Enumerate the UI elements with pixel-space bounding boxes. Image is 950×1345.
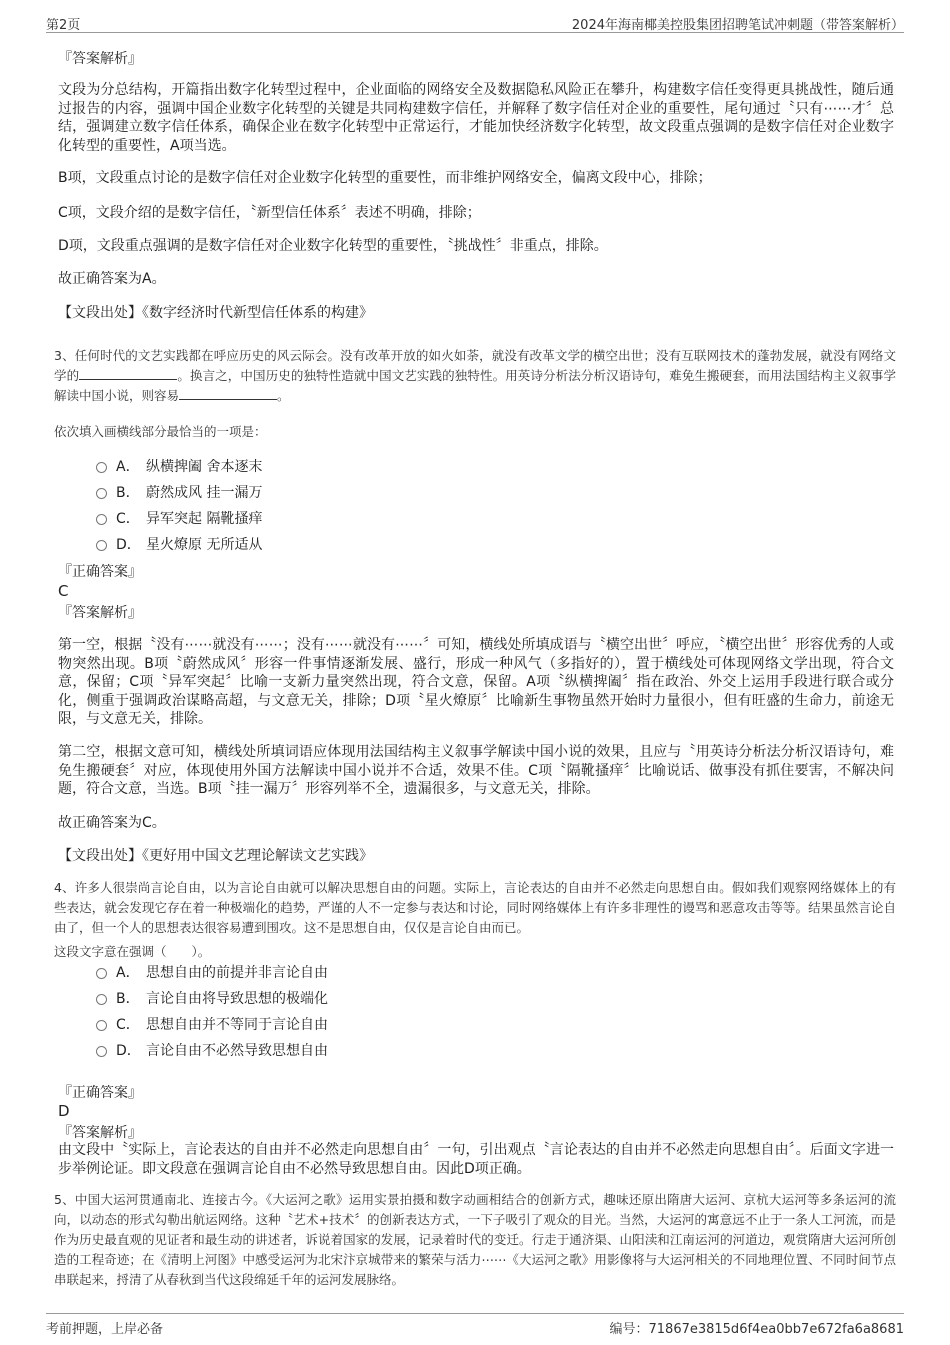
q2-option-c-analysis: C项，文段介绍的是数字信任，〝新型信任体系〞表述不明确，排除；: [58, 205, 481, 221]
q4-prompt: 这段文字意在强调（ ）。: [54, 944, 211, 959]
q3-option-d[interactable]: D． 星火燎原 无所适从: [96, 536, 262, 554]
page-header: [46, 12, 904, 33]
radio-icon[interactable]: [96, 1020, 107, 1031]
q4-analysis-label: 『答案解析』: [58, 1125, 142, 1141]
q4-option-a[interactable]: A． 思想自由的前提并非言论自由: [96, 964, 328, 982]
q4-answer: D: [58, 1102, 70, 1120]
q4-option-d[interactable]: D． 言论自由不必然导致思想自由: [96, 1042, 328, 1060]
q3-option-c[interactable]: C． 异军突起 隔靴搔痒: [96, 510, 262, 528]
q3-option-b[interactable]: B． 蔚然成风 挂一漏万: [96, 484, 262, 502]
q4-option-b[interactable]: B． 言论自由将导致思想的极端化: [96, 990, 328, 1008]
radio-icon[interactable]: [96, 488, 107, 499]
q3-answer-label: 『正确答案』: [58, 564, 142, 580]
radio-icon[interactable]: [96, 540, 107, 551]
q5-stem: 5、中国大运河贯通南北、连接古今。《大运河之歌》运用实景拍摄和数字动画相结合的创新方式，趣味还原出隋唐大运河、京杭大运河等多条运河的流向，以动态的形式勾勒出航运网络。这种〝艺术+技术〞的创新表达方式，一下子吸引了观众的目光。当然，大运河的寓意远不止于一条人工河流，而是作为历史最直观的见证者和最生动的讲述者，诉说着国家的发展，记录着时代的变迁。行走于通济渠、山阳渎和江南运河的河道边，观赏隋唐大运河所创造的工程奇迹；在《清明上河图》中感受运河为北宋汴京城带来的繁荣与活力⋯⋯《大运河之歌》用影像将与大运河相关的不同地理位置、不同时间节点串联起来，捋清了从春秋到当代这段绵延千年的运河发展脉络。: [54, 1192, 896, 1287]
q4-analysis: 由文段中〝实际上，言论表达的自由并不必然走向思想自由〞一句，引出观点〝言论表达的自由并不必然走向思想自由〞。后面文字进一步举例论证。即文段意在强调言论自由不必然导致思想自由。因此D项正确。: [58, 1142, 894, 1177]
q2-conclusion: 故正确答案为A。: [58, 271, 166, 287]
document-serial: 编号：71867e3815d6f4ea0bb7e672fa6a8681: [609, 1322, 904, 1337]
q3-option-a[interactable]: A． 纵横捭阖 舍本逐末: [96, 458, 262, 476]
q2-source: 【文段出处】《数字经济时代新型信任体系的构建》: [58, 305, 373, 321]
q2-analysis-label: 『答案解析』: [58, 51, 142, 67]
page-number: 第2页: [46, 18, 81, 33]
document-title: 2024年海南椰美控股集团招聘笔试冲刺题（带答案解析）: [571, 18, 904, 33]
q3-answer: C: [58, 582, 69, 600]
q3-analysis-second-blank: 第二空，根据文意可知，横线处所填词语应体现用法国结构主义叙事学解读中国小说的效果，且应与〝用英诗分析法分析汉语诗句，难免生搬硬套〞对应，体现使用外国方法解读中国小说并不合适，效果不佳。C项〝隔靴搔痒〞比喻说话、做事没有抓住要害，不解决问题，符合文意，当选。B项〝挂一漏万〞形容列举不全，遗漏很多，与文意无关，排除。: [58, 744, 894, 797]
q4-option-c[interactable]: C． 思想自由并不等同于言论自由: [96, 1016, 328, 1034]
q4-answer-label: 『正确答案』: [58, 1085, 142, 1101]
radio-icon[interactable]: [96, 1046, 107, 1057]
q3-conclusion: 故正确答案为C。: [58, 815, 166, 831]
radio-icon[interactable]: [96, 514, 107, 525]
q2-analysis-paragraph: 文段为分总结构，开篇指出数字化转型过程中，企业面临的网络安全及数据隐私风险正在攀升，构建数字信任变得更具挑战性，随后通过报告的内容，强调中国企业数字化转型的关键是共同构建数字信任，并解释了数字信任对企业的重要性，尾句通过〝只有⋯⋯才〞总结，强调建立数字信任体系，确保企业在数字化转型中正常运行，才能加快经济数字化转型，故文段重点强调的是数字信任对企业数字化转型的重要性，A项当选。: [58, 82, 894, 154]
q2-option-b-analysis: B项，文段重点讨论的是数字信任对企业数字化转型的重要性，而非维护网络安全，偏离文段中心，排除；: [58, 170, 712, 186]
q3-blank-2: [179, 387, 277, 400]
page-footer: [46, 1313, 904, 1337]
q3-analysis-first-blank: 第一空，根据〝没有⋯⋯就没有⋯⋯；没有⋯⋯就没有⋯⋯〞可知，横线处所填成语与〝横空出世〞呼应，〝横空出世〞形容优秀的人或物突然出现。B项〝蔚然成风〞形容一件事情逐渐发展、盛行，形成一种风气（多指好的），置于横线处可体现网络文学出现，符合文意，保留；C项〝异军突起〞比喻一支新力量突然出现，符合文意，保留。A项〝纵横捭阖〞指在政治、外交上运用手段进行联合或分化，侧重于强调政治谋略高超，与文意无关，排除；D项〝星火燎原〞比喻新生事物虽然开始时力量很小，但有旺盛的生命力，前途无限，与文意无关，排除。: [58, 637, 894, 727]
radio-icon[interactable]: [96, 462, 107, 473]
q3-stem: 3、任何时代的文艺实践都在呼应历史的风云际会。没有改革开放的如火如荼，就没有改革文学的横空出世；没有互联网技术的蓬勃发展，就没有网络文学的 。换言之，中国历史的独特性造就中国文艺实践的独特性。用英诗分析法分析汉语诗句，难免生搬硬套，而用法国结构主义叙事学解读中国小说，则容易 。: [54, 348, 896, 403]
radio-icon[interactable]: [96, 968, 107, 979]
q3-prompt: 依次填入画横线部分最恰当的一项是：: [54, 424, 267, 439]
q3-analysis-label: 『答案解析』: [58, 605, 142, 621]
footer-slogan: 考前押题，上岸必备: [46, 1322, 164, 1337]
q3-blank-1: [79, 367, 177, 380]
q2-option-d-analysis: D项，文段重点强调的是数字信任对企业数字化转型的重要性，〝挑战性〞非重点，排除。: [58, 238, 608, 254]
q4-stem: 4、许多人很崇尚言论自由，以为言论自由就可以解决思想自由的问题。实际上，言论表达的自由并不必然走向思想自由。假如我们观察网络媒体上的有些表达，就会发现它存在着一种极端化的趋势，严谨的人不一定参与表达和讨论，同时网络媒体上有许多非理性的谩骂和恶意攻击等等。结果虽然言论自由了，但一个人的思想表达很容易遭到围攻。这不是思想自由，仅仅是言论自由而已。: [54, 880, 896, 935]
radio-icon[interactable]: [96, 994, 107, 1005]
q3-source: 【文段出处】《更好用中国文艺理论解读文艺实践》: [58, 848, 373, 864]
